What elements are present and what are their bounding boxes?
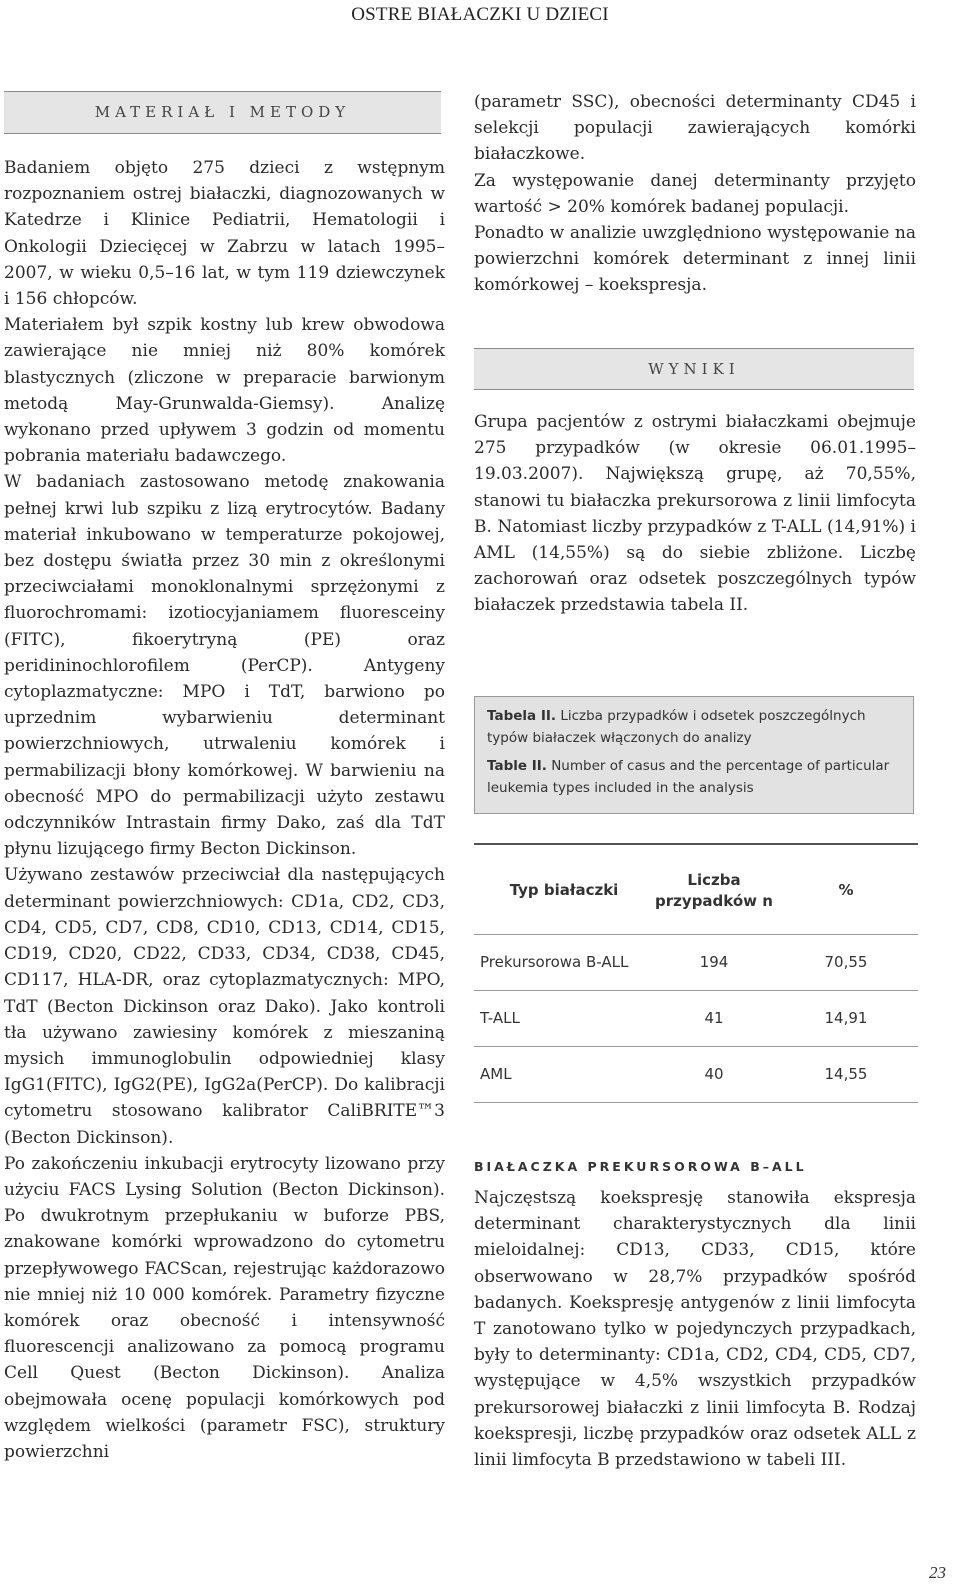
table-cell: 41 [654, 990, 774, 1046]
data-table [474, 848, 918, 1103]
table-header-row [474, 848, 918, 934]
table-cell: AML [474, 1046, 654, 1102]
table-row [474, 1046, 918, 1102]
table-cell: T-ALL [474, 990, 654, 1046]
precursor-body [474, 1185, 916, 1473]
table-cell: 194 [654, 934, 774, 990]
table-row [474, 934, 918, 990]
methods-paragraph: (parametr SSC), obecności determinanty CD45 i selekcji populacji zawierających komórki białaczkowe. [474, 92, 916, 165]
methods-paragraph: Za występowanie danej determinanty przyjęto wartość > 20% komórek badanej populacji. [474, 170, 916, 217]
table-header-cell: Liczba przypadków n [655, 870, 773, 910]
results-heading [474, 348, 914, 390]
table-cell: Prekursorowa B-ALL [474, 934, 654, 990]
table-caption-pl-label: Tabela II. [487, 708, 557, 724]
table-caption-en-text: Number of casus and the percentage of particular leukemia types included in the analysis [487, 758, 890, 796]
page-number: 23 [929, 1563, 946, 1582]
table-caption-en-label: Table II. [487, 758, 547, 774]
running-head: OSTRE BIAŁACZKI U DZIECI [351, 4, 609, 25]
methods-continuation [474, 89, 916, 299]
methods-paragraph: Badaniem objęto 275 dzieci z wstępnym rozpoznaniem ostrej białaczki, diagnozowanych w Katedrze i Klinice Pediatrii, Hematologii i Onkologii Dziecięcej w Zabrzu w latach 1995–2007, w wieku 0,5–16 lat, w tym 119 dziewczynek i 156 chłopców. [4, 158, 445, 310]
table-cell: 40 [654, 1046, 774, 1102]
table-cell: 70,55 [774, 934, 918, 990]
methods-paragraph: Materiałem był szpik kostny lub krew obwodowa zawierające nie mniej niż 80% komórek blastycznych (zliczone w preparacie barwionym metodą May-Grunwalda-Giemsy). Analizę wykonano przed upływem 3 godzin od momentu pobrania materiału badawczego. [4, 315, 445, 467]
methods-heading [4, 91, 441, 134]
table-cell: 14,91 [774, 990, 918, 1046]
methods-paragraph: W badaniach zastosowano metodę znakowania pełnej krwi lub szpiku z lizą erytrocytów. Badany materiał inkubowano w temperaturze pokojowej, bez dostępu światła przez 30 min z określonymi przeciwciałami monoklonalnymi sprzężonymi z fluorochromami: izotiocyjaniamem fluoresceiny (FITC), fikoerytryną (PE) oraz peridininochlorofilem (PerCP). Antygeny cytoplazmatyczne: MPO i TdT, barwiono po uprzednim wybarwieniu determinant powierzchniowych, utrwaleniu komórek i permabilizacji błony komórkowej. W barwieniu na obecność MPO do permabilizacji użyto zestawu odczynników Intrastain firmy Dako, zaś dla TdT płynu lizującego firmy Becton Dickinson. [4, 472, 445, 860]
table-caption [474, 696, 914, 814]
table-caption-en [487, 755, 901, 799]
table-cell: 14,55 [774, 1046, 918, 1102]
table-row [474, 990, 918, 1046]
results-heading-text: WYNIKI [648, 360, 740, 378]
table-header-cell: % [838, 881, 854, 900]
methods-body [4, 155, 445, 1465]
table-caption-pl [487, 705, 901, 749]
methods-paragraph: Po zakończeniu inkubacji erytrocyty lizowano przy użyciu FACS Lysing Solution (Becton Dickinson). Po dwukrotnym przepłukaniu w buforze PBS, znakowane komórki wprowadzono do cytometru przepływowego FACScan, rejestrując każdorazowo nie mniej niż 10 000 komórek. Parametry fizyczne komórek oraz obecność i intensywność fluorescencji analizowano za pomocą programu Cell Quest (Becton Dickinson). Analiza obejmowała ocenę populacji komórkowych pod względem wielkości (parametr FSC), struktury powierzchni [4, 1153, 445, 1462]
table-caption-pl-text: Liczba przypadków i odsetek poszczególnych typów białaczek włączonych do analizy [487, 708, 866, 746]
table-top-rule [474, 843, 918, 845]
methods-paragraph: Używano zestawów przeciwciał dla następujących determinant powierzchniowych: CD1a, CD2, CD3, CD4, CD5, CD7, CD8, CD10, CD13, CD14, CD15, CD19, CD20, CD22, CD33, CD34, CD38, CD45, CD117, HLA-DR, oraz cytoplazmatycznych: MPO, TdT (Becton Dickinson oraz Dako). Jako kontroli tła używano zawiesiny komórek z mieszaniną mysich immunoglobulin odpowiedniej klasy IgG1(FITC), IgG2(PE), IgG2a(PerCP). Do kalibracji cytometru stosowano kalibrator CaliBRITE™3 (Becton Dickinson). [4, 865, 445, 1148]
methods-heading-text: MATERIAŁ I METODY [94, 103, 351, 121]
methods-paragraph: Ponadto w analizie uwzględniono występowanie na powierzchni komórek determinant z innej linii komórkowej – koekspresja. [474, 223, 916, 296]
precursor-heading: BIAŁACZKA PREKURSOROWA B–ALL [474, 1159, 807, 1174]
table-header-cell: Typ białaczki [509, 881, 619, 900]
precursor-paragraph: Najczęstszą koekspresję stanowiła ekspresja determinant charakterystycznych dla linii mieloidalnej: CD13, CD33, CD15, które obserwowano w 28,7% przypadków spośród badanych. Koekspresję antygenów z linii limfocyta T zanotowano tylko w pojedynczych przypadkach, były to determinanty: CD1a, CD2, CD4, CD5, CD7, występujące w 4,5% wszystkich przypadków prekursorowej białaczki z linii limfocyta B. Rodzaj koekspresji, liczbę przypadków oraz odsetek ALL z linii limfocyta B przedstawiono w tabeli III. [474, 1188, 916, 1471]
results-body [474, 409, 916, 619]
results-paragraph: Grupa pacjentów z ostrymi białaczkami obejmuje 275 przypadków (w okresie 06.01.1995–19.03.2007). Największą grupę, aż 70,55%, stanowi tu białaczka prekursorowa z linii limfocyta B. Natomiast liczby przypadków z T-ALL (14,91%) i AML (14,55%) są do siebie zbliżone. Liczbę zachorowań oraz odsetek poszczególnych typów białaczek przedstawia tabela II. [474, 412, 916, 616]
